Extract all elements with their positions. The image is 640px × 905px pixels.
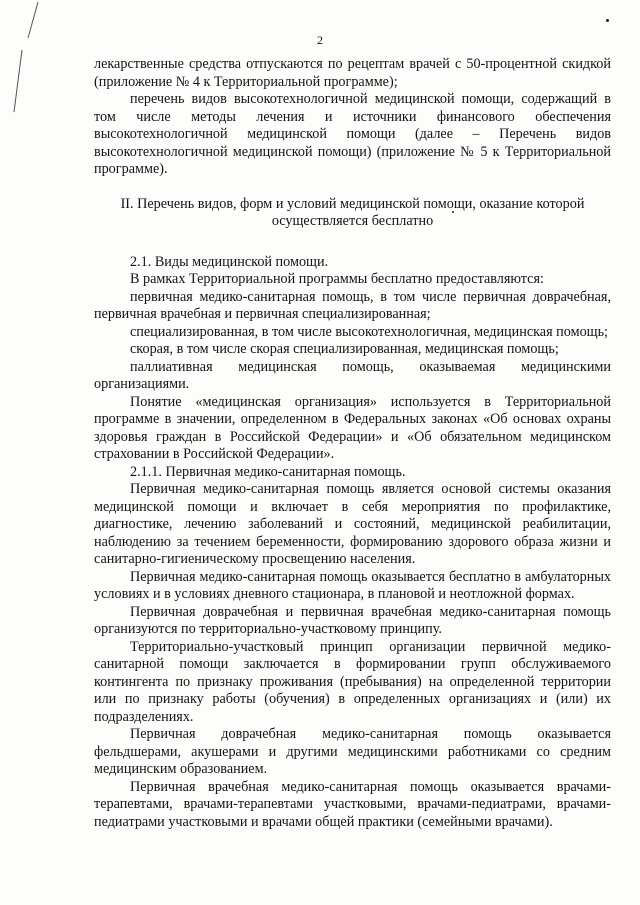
- paragraph: Первичная медико-санитарная помощь является основой системы оказания медицинской помощи и включает в себя мероприятия по профилактике, диагностике, лечению заболеваний и состояний, медицинской реабилитации, наблюдению за течением беременности, формированию здорового образа жизни и санитарно-гигиеническому просвещению населения.: [94, 481, 611, 567]
- scan-artifact-dot: [606, 19, 609, 22]
- paragraph: паллиативная медицинская помощь, оказываемая медицинскими организациями.: [94, 358, 611, 392]
- section-heading: II. Перечень видов, форм и условий медицинской помощи, оказание которой осуществляется бесплатно: [120, 195, 585, 229]
- paragraph: Первичная доврачебная медико-санитарная помощь оказывается фельдшерами, акушерами и другими медицинскими работниками со средним медицинским образованием.: [94, 726, 611, 777]
- paragraph: В рамках Территориальной программы бесплатно предоставляются:: [130, 271, 544, 287]
- subsection-title: 2.1. Виды медицинской помощи.: [130, 253, 329, 270]
- paragraph: лекарственные средства отпускаются по рецептам врачей с 50-процентной скидкой (приложение № 4 к Территориальной программе);: [94, 56, 611, 90]
- paragraph: Первичная врачебная медико-санитарная помощь оказывается врачами-терапевтами, врачами-терапевтами участковыми, врачами-педиатрами, врачами-педиатрами участковыми и врачами общей практики (семейными врачами).: [94, 778, 611, 830]
- paragraph: Первичная медико-санитарная помощь оказывается бесплатно в амбулаторных условиях и в условиях дневного стационара, в плановой и неотложной формах.: [94, 568, 611, 602]
- paragraph: перечень видов высокотехнологичной медицинской помощи, содержащий в том числе методы лечения и источники финансового обеспечения высокотехнологичной медицинской помощи (далее – Перечень видов высокотехнологичной медицинской помощи) (приложение № 5 к Территориальной программе).: [94, 91, 611, 177]
- paragraph: Понятие «медицинская организация» используется в Территориальной программе в значении, определенном в Федеральных законах «Об основах охраны здоровья граждан в Российской Федерации» и «Об обязательном медицинском страховании в Российской Федерации».: [94, 393, 611, 462]
- paragraph: Территориально-участковый принцип организации первичной медико-санитарной помощи заключается в формировании групп обслуживаемого контингента по признаку проживания (пребывания) на определенной территории или по признаку работы (обучения) в определенных организациях и (или) их подразделениях.: [94, 638, 611, 725]
- subsection-title: 2.1.1. Первичная медико-санитарная помощь.: [130, 463, 406, 480]
- page-number: 2: [317, 33, 323, 47]
- document-body: [94, 56, 611, 831]
- paragraph: Первичная доврачебная и первичная врачебная медико-санитарная помощь организуются по территориально-участковому принципу.: [94, 603, 611, 637]
- paragraph: специализированная, в том числе высокотехнологичная, медицинская помощь;: [130, 323, 608, 340]
- paragraph: скорая, в том числе скорая специализированная, медицинская помощь;: [130, 341, 559, 357]
- paragraph: первичная медико-санитарная помощь, в том числе первичная доврачебная, первичная врачебная и первичная специализированная;: [94, 288, 611, 322]
- scan-artifact-stroke: [8, 0, 48, 115]
